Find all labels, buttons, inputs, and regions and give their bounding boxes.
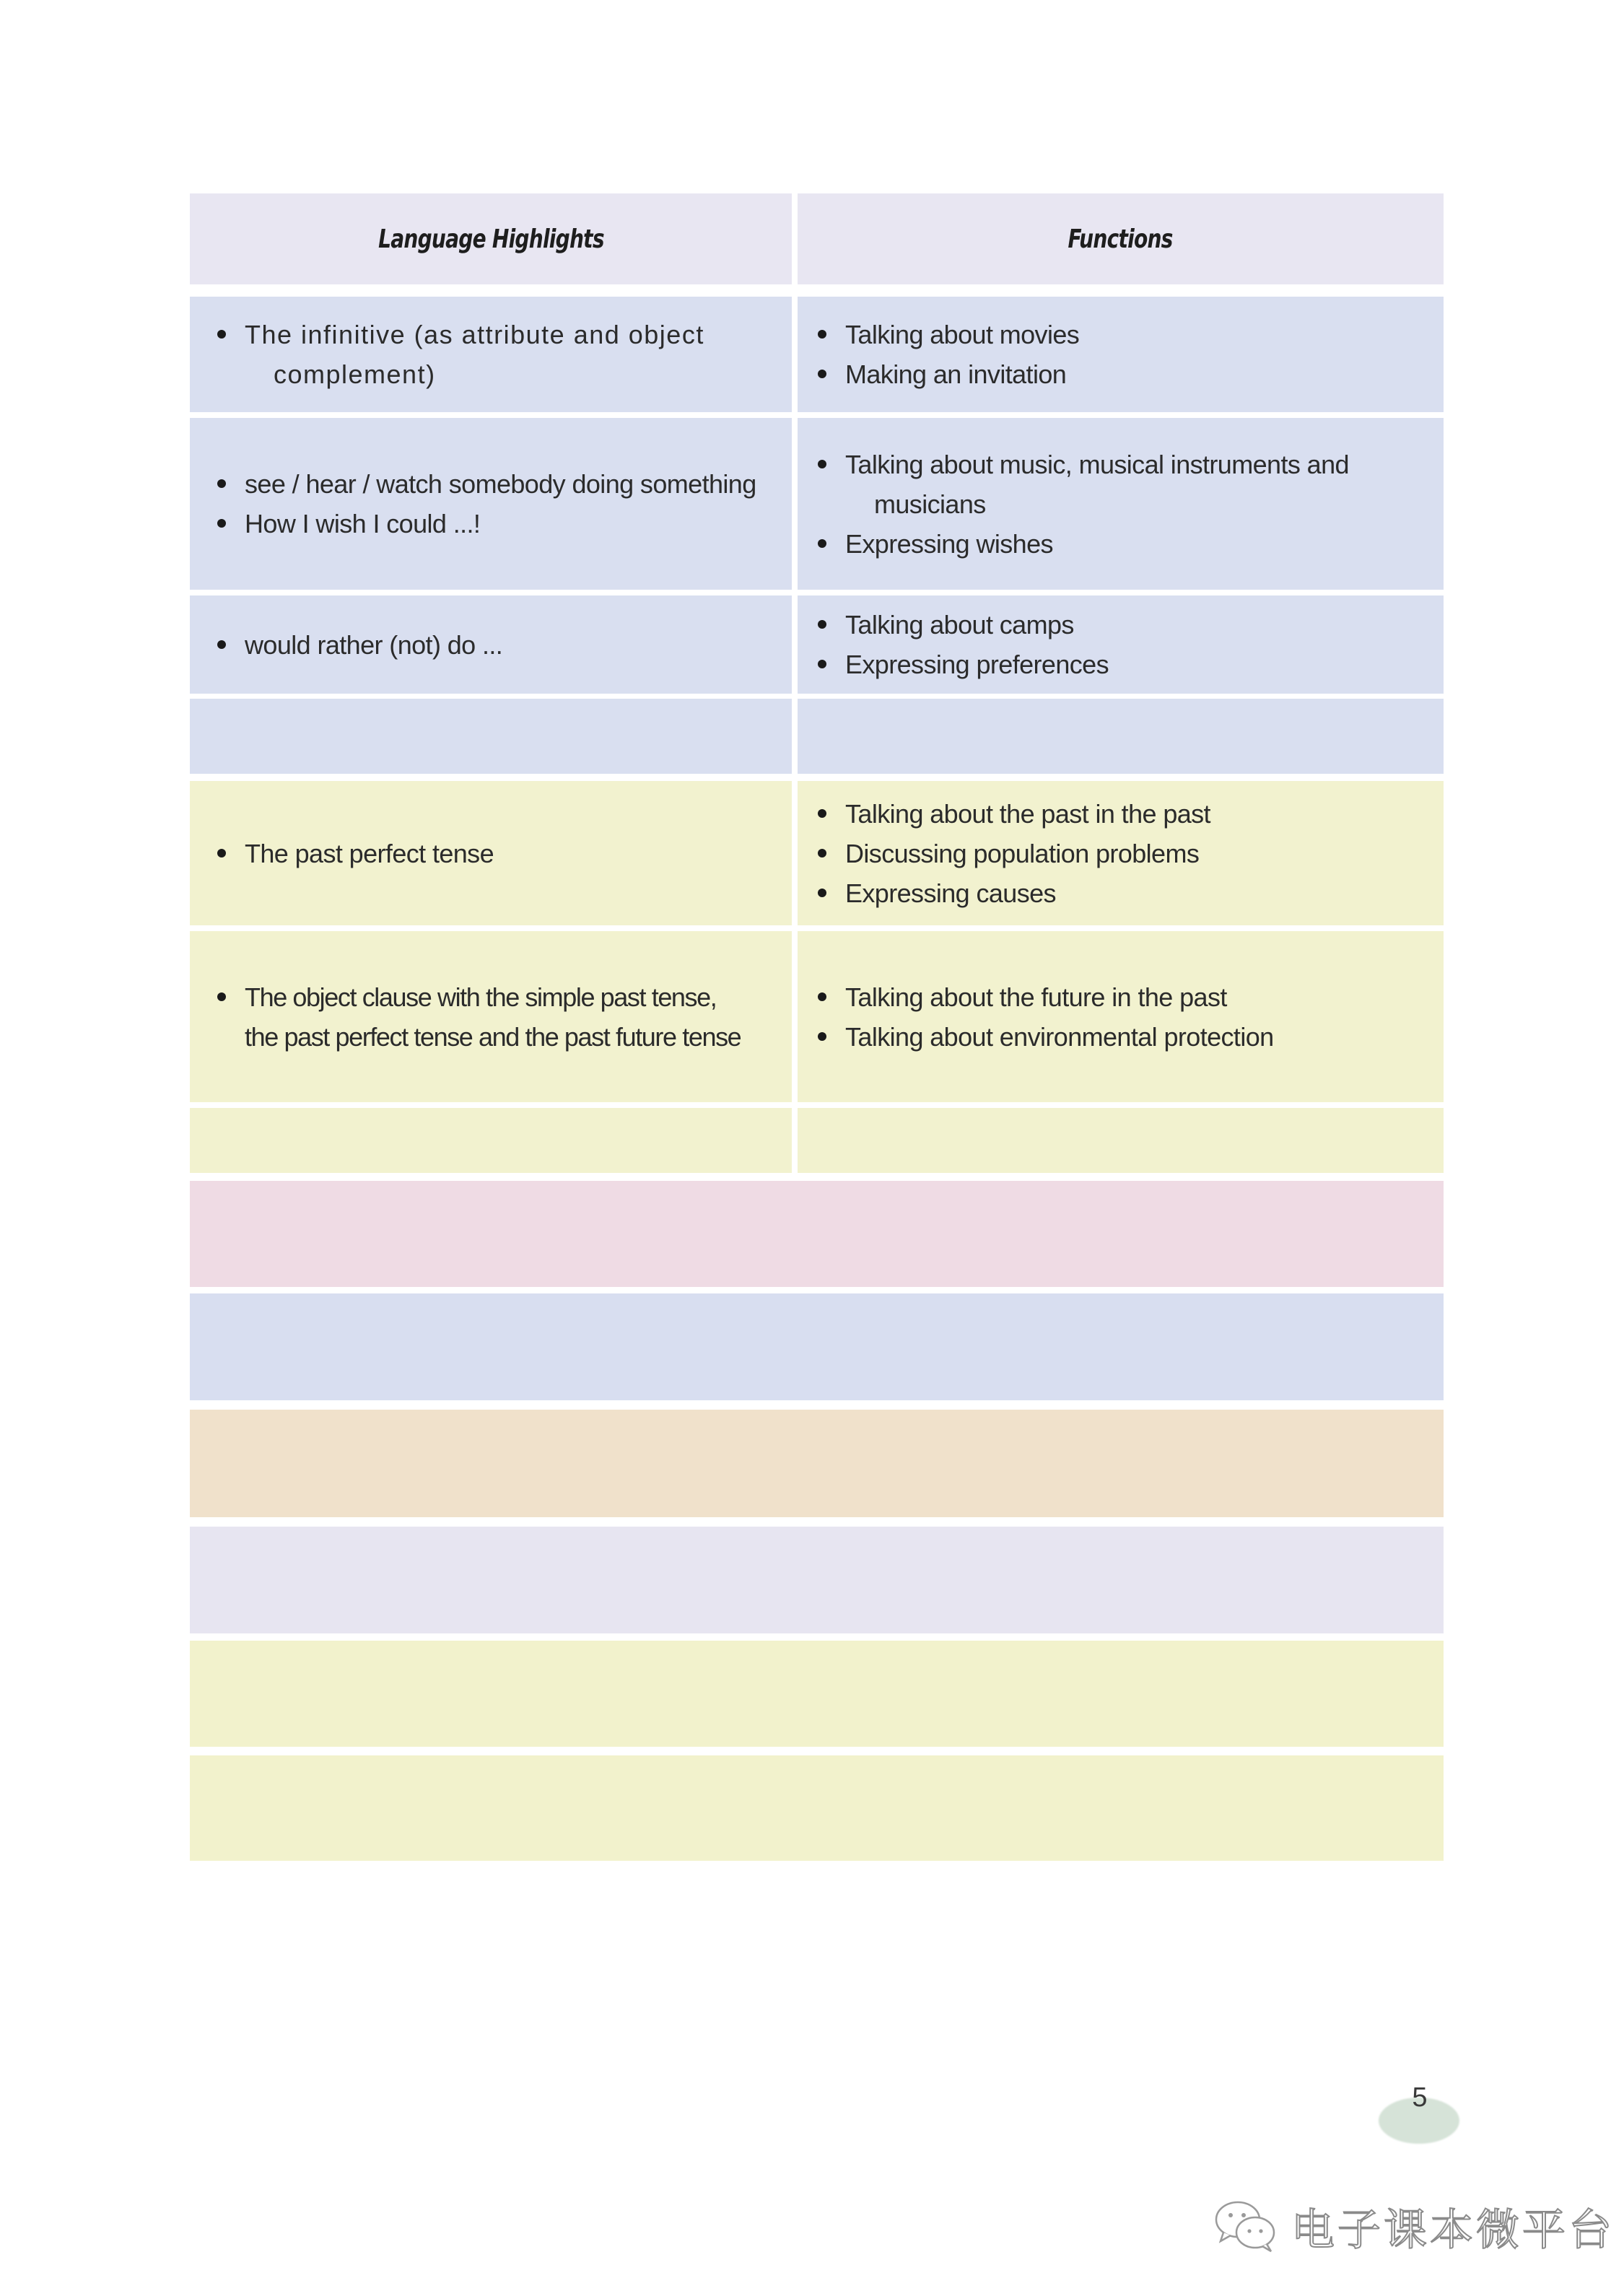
functions-cell	[798, 418, 1444, 590]
table-row-empty	[190, 1108, 1444, 1173]
language-highlight-cell	[190, 595, 792, 694]
language-highlight-cell	[190, 781, 792, 925]
table-row-empty	[190, 699, 1444, 774]
functions-cell	[798, 699, 1444, 774]
empty-band-yellow	[190, 1641, 1444, 1747]
table-row	[190, 931, 1444, 1102]
functions-cell	[798, 297, 1444, 412]
language-highlight-cell	[190, 931, 792, 1102]
function-item: Expressing preferences	[816, 645, 1429, 684]
language-highlight-cell	[190, 418, 792, 590]
language-highlight-item: The past perfect tense	[216, 834, 785, 873]
table-header	[190, 193, 1444, 284]
function-item: Talking about the past in the past	[816, 794, 1429, 834]
table-row	[190, 297, 1444, 412]
functions-cell	[798, 781, 1444, 925]
functions-cell	[798, 931, 1444, 1102]
empty-band-blue	[190, 1293, 1444, 1400]
empty-band-pink	[190, 1181, 1444, 1287]
language-highlight-item: The object clause with the simple past tense, the past perfect tense and the past future tense	[216, 977, 785, 1057]
page-number: 5	[1412, 2082, 1428, 2113]
language-highlight-cell	[190, 1108, 792, 1173]
header-cell-functions	[798, 193, 1444, 284]
header-language-highlights: Language Highlights	[377, 224, 604, 254]
function-item: Talking about camps	[816, 605, 1429, 645]
watermark-text: 电子课本微平台	[1291, 2205, 1615, 2256]
function-item: Expressing wishes	[816, 524, 1429, 564]
table-row	[190, 418, 1444, 590]
functions-cell	[798, 595, 1444, 694]
wechat-icon	[1213, 2198, 1278, 2256]
function-item: Talking about movies	[816, 315, 1429, 354]
language-highlight-cell	[190, 699, 792, 774]
header-cell-language-highlights	[190, 193, 792, 284]
header-functions: Functions	[1068, 224, 1174, 254]
function-item: Talking about the future in the past	[816, 977, 1429, 1017]
table-row	[190, 595, 1444, 694]
functions-cell	[798, 1108, 1444, 1173]
language-highlight-item: The infinitive (as attribute and object complement)	[216, 315, 785, 394]
empty-band-lavender	[190, 1527, 1444, 1633]
function-item: Making an invitation	[816, 354, 1429, 394]
function-item: Discussing population problems	[816, 834, 1429, 873]
language-highlight-cell	[190, 297, 792, 412]
table-row	[190, 781, 1444, 925]
function-item: Talking about music, musical instruments and musicians	[816, 445, 1429, 524]
empty-band-orange	[190, 1410, 1444, 1517]
language-highlight-item: How I wish I could ...!	[216, 504, 785, 544]
language-highlight-item: see / hear / watch somebody doing something	[216, 464, 785, 504]
empty-band-yellow	[190, 1755, 1444, 1861]
function-item: Expressing causes	[816, 873, 1429, 913]
function-item: Talking about environmental protection	[816, 1017, 1429, 1057]
language-highlight-item: would rather (not) do ...	[216, 625, 785, 665]
watermark	[1213, 2194, 1615, 2259]
